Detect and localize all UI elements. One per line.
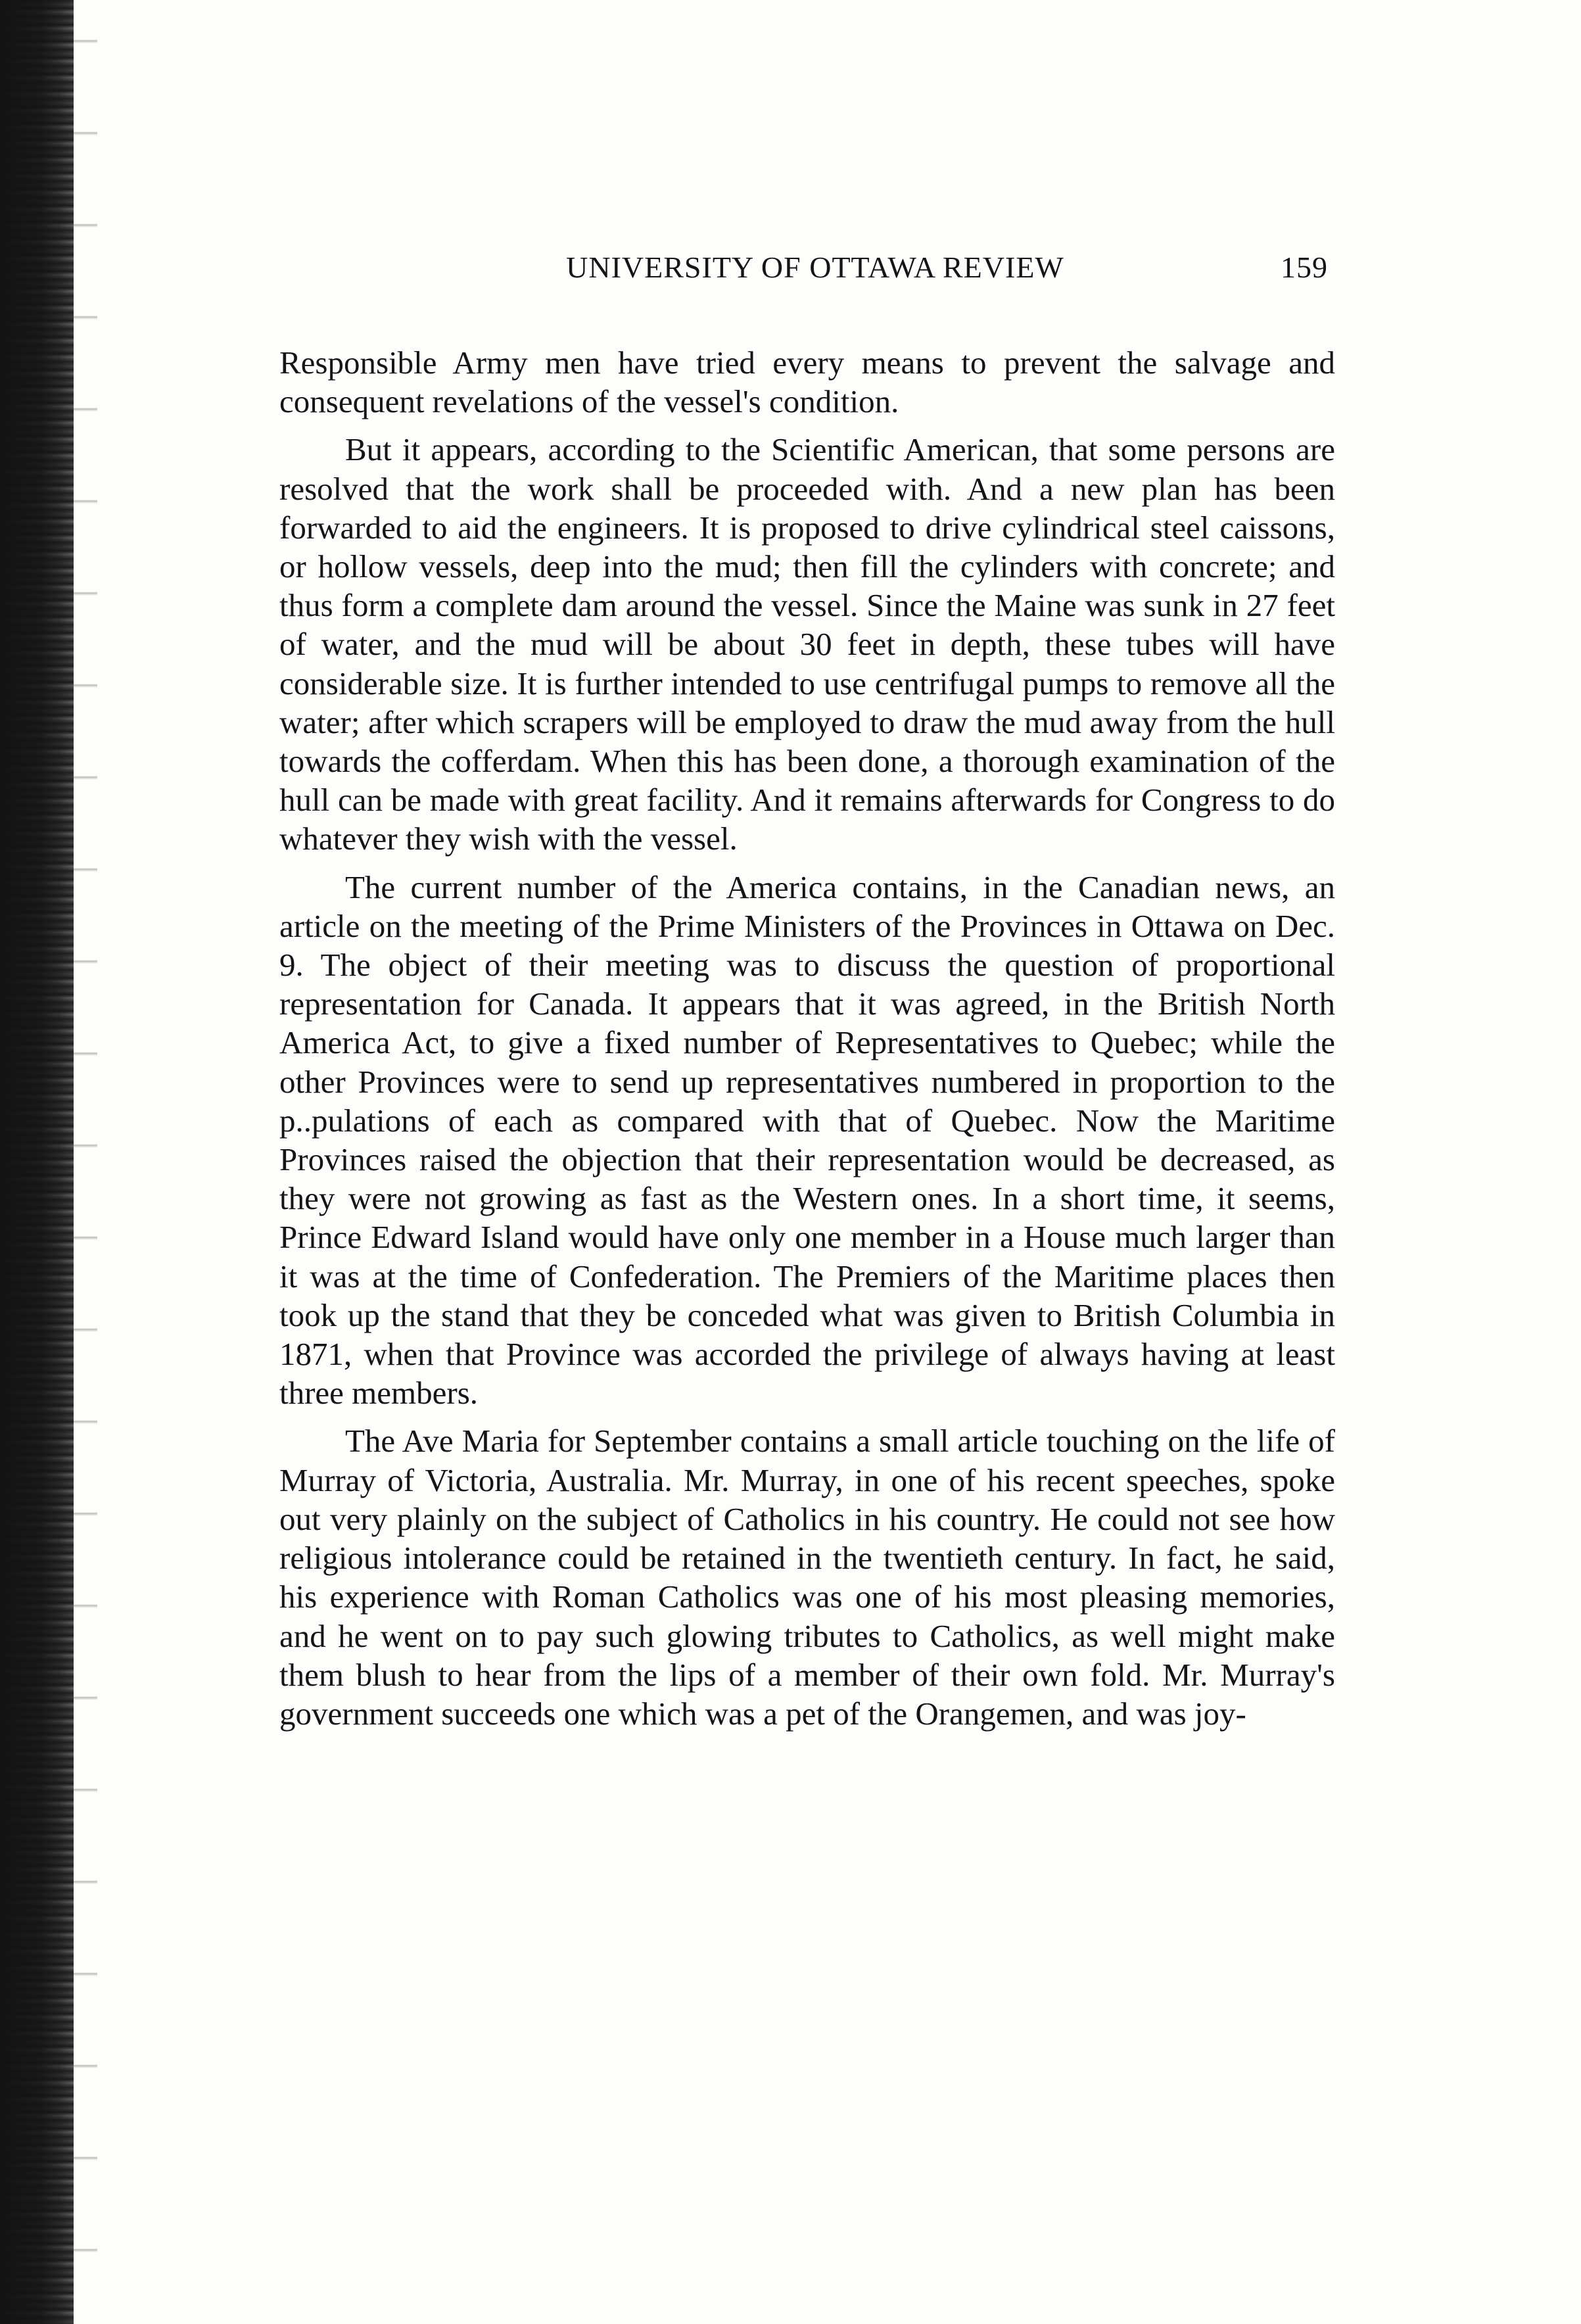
- paragraph-maine-salvage: But it appears, according to the Scientific American, that some persons are resolved that the work shall be proceeded with. And a new plan has been forwarded to aid the engineers. It is proposed to drive cylindrical steel caissons, or hollow vessels, deep into the mud; then fill the cylinders with concrete; and thus form a complete dam around the vessel. Since the Maine was sunk in 27 feet of water, and the mud will be about 30 feet in depth, these tubes will have considerable size. It is further intended to use centrifugal pumps to remove all the water; after which scrapers will be employed to draw the mud away from the hull towards the cofferdam. When this has been done, a thorough examination of the hull can be made with great facility. And it remains afterwards for Congress to do whatever they wish with the vessel.: [279, 431, 1335, 857]
- body-text: [279, 343, 1335, 1742]
- page-binding-edge: [0, 0, 74, 2324]
- paragraph-continued: Responsible Army men have tried every means to prevent the salvage and consequent revelations of the vessel's condition.: [279, 344, 1335, 420]
- paragraph-proportional-representation: The current number of the America contains, in the Canadian news, an article on the meeting of the Prime Ministers of the Provinces in Ottawa on Dec. 9. The object of their meeting was to discuss the question of proportional representation for Canada. It appears that it was agreed, in the British North America Act, to give a fixed number of Representatives to Quebec; while the other Provinces were to send up representatives numbered in proportion to the p..pulations of each as compared with that of Quebec. Now the Maritime Provinces raised the objection that their representation would be decreased, as they were not growing as fast as the Western ones. In a short time, it seems, Prince Edward Island would have only one member in a House much larger than it was at the time of Confederation. The Premiers of the Maritime places then took up the stand that they be conceded what was given to British Columbia in 1871, when that Province was accorded the privilege of always having at least three members.: [279, 868, 1335, 1411]
- paragraph-murray-victoria: The Ave Maria for September contains a small article touching on the life of Murray of Victoria, Australia. Mr. Murray, in one of his recent speeches, spoke out very plainly on the subject of Catholics in his country. He could not see how religious intolerance could be retained in the twentieth century. In fact, he said, his experience with Roman Catholics was one of his most pleasing memories, and he went on to pay such glowing tributes to Catholics, as well might make them blush to hear from the lips of a member of their own fold. Mr. Murray's government succeeds one which was a pet of the Orangemen, and was joy-: [279, 1423, 1335, 1732]
- page-number: 159: [1281, 250, 1328, 284]
- running-title: UNIVERSITY OF OTTAWA REVIEW: [566, 250, 1064, 284]
- binding-shadow: [74, 0, 97, 2324]
- running-head: [342, 250, 1328, 296]
